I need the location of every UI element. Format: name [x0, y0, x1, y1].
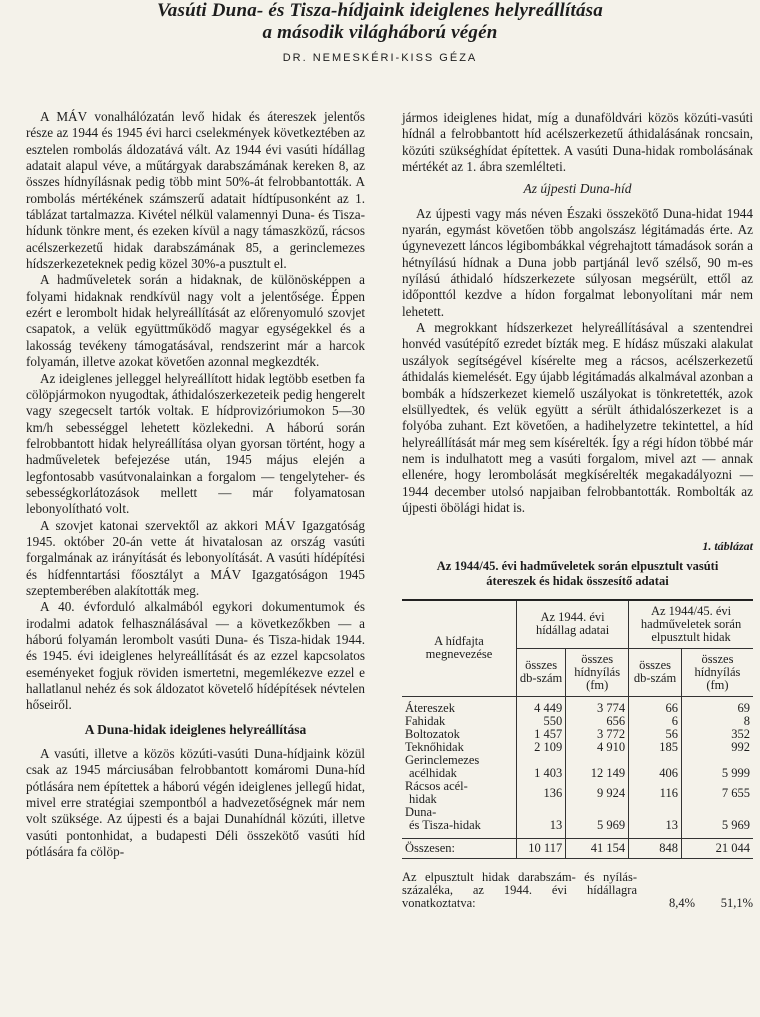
total-cell: 21 044 [681, 839, 753, 859]
row-label [402, 806, 517, 839]
paragraph: Az újpesti vagy más néven Északi összekötő Duna-hidat 1944 nyarán, egymást követően több angolszász légitámadás érte. Az úgynevezett láncos légibombákkal végrehajtott támadások során a hétnyílású hídnak a Duna jobb partjánál levő szélső, 90 m-es nyílású áthidaló hídszerkezete súlyosan megsérült, ettől az időponttól kezdve a hídon forgalmat lebonyolítani már nem lehetett. [402, 205, 753, 319]
row-label-line: Gerinclemezes [405, 753, 480, 768]
row-label: Átereszek [405, 701, 455, 716]
table-row [402, 806, 753, 839]
row-label: Teknőhidak [405, 740, 464, 755]
total-cell: 41 154 [566, 839, 629, 859]
table-row [402, 754, 753, 780]
row-label [402, 754, 517, 780]
cell: 66 [629, 702, 682, 715]
left-column [26, 109, 365, 860]
cell: 5 969 [681, 806, 753, 839]
cell: 2 109 [517, 741, 566, 754]
row-label-line: Rácsos acél- [405, 779, 468, 794]
cell: 4 449 [517, 702, 566, 715]
percent-length: 51,1% [720, 896, 753, 911]
row-label-line: acélhidak [409, 766, 457, 781]
cell: 6 [629, 715, 682, 728]
cell: 8 [681, 715, 753, 728]
paragraph: A MÁV vonalhálózatán levő hidak és átereszek jelentős része az 1944 és 1945 évi harci cselekmények következtében az esztelen rombolás áldozatává vált. Az 1944 évi vasúti hídállag adatait alapul véve, a műtárgyak darabszámának kereken 8, az összes hídnyílásnak pedig több mint 50%-át felrobbantották. A rombolás mértékének számszerű adatait hídtípusonként az 1. táblázat tartalmazza. Kivétel nélkül valamennyi Duna- és Tisza-hídunk tönkre ment, és ezeken kívül a nagy támaszközű, rácsos acélszerkezetű hidak darabszámának 85, a gerinclemezes hídszerkezeteknek pedig közel 30%-a pusztult el. [26, 109, 365, 272]
cell: 550 [517, 715, 566, 728]
cell: 185 [629, 741, 682, 754]
table-footnote [402, 871, 753, 910]
column-header-type: A hídfajta megnevezése [402, 600, 517, 697]
cell: 13 [517, 806, 566, 839]
cell: 4 910 [566, 741, 629, 754]
footnote-label: Az elpusztult hidak darabszám- és nyílás-százaléka, az 1944. évi hídállagra vonatkoztatva: [402, 870, 637, 911]
total-cell: 848 [629, 839, 682, 859]
right-column [402, 110, 753, 910]
paragraph: A 40. évforduló alkalmából egykori dokumentumok és irodalmi adatok felhasználásával — a következőkben — a háború folyamán lerombolt vasúti Duna- és Tisza-hidak 1944. és 1945. évi ideiglenes helyreállítását és az ezzel kapcsolatos eseményeket fogjuk röviden ismertetni, megemlékezve ezzel e hallatlanul nehéz és sok áldozatot követelő hídépítések névtelen hőseiről. [26, 599, 365, 713]
row-label: Boltozatok [405, 727, 460, 742]
cell: 1 457 [517, 728, 566, 741]
cell: 7 655 [681, 780, 753, 806]
percent-count: 8,4% [668, 896, 695, 911]
cell: 56 [629, 728, 682, 741]
column-header-count: összes db-szám [629, 648, 682, 696]
table-title-line2: átereszek és hidak összesítő adatai [486, 573, 669, 588]
cell: 12 149 [566, 754, 629, 780]
article-title-line1: Vasúti Duna- és Tisza-hídjaink ideiglenes helyreállítása [157, 0, 603, 21]
cell: 116 [629, 780, 682, 806]
table-title-line1: Az 1944/45. évi hadműveletek során elpusztult vasúti [436, 558, 719, 573]
article-title-line2: a második világháború végén [262, 22, 498, 43]
paragraph: A szovjet katonai szervektől az akkori MÁV Igazgatóság 1945. október 20-án vette át hivatalosan az ország vasúti forgalmának az irányítását és lebonyolítását. A vasúti hídépítési és hídfenntartási főosztályt a MÁV Igazgatóságon 1945 szeptemberében alakították meg. [26, 517, 365, 598]
cell: 5 969 [566, 806, 629, 839]
cell: 3 772 [566, 728, 629, 741]
paragraph: Az ideiglenes jelleggel helyreállított hidak legtöbb esetben fa cölöpjármokon nyugodtak, áthidalószerkezeteik pedig hengerelt vagy szegecselt tartók voltak. E hídprovizóriumokon 5—30 km/h sebességgel lehetett közlekedni. A háború során felrobbantott hidak helyreállítása olyan gyorsan történt, hogy a hadműveletek befejezése után, 1945 május elején a legfontosabb vasútvonalainkan a forgalom — tengelyteher- és sebességkorlátozások mellett — már folyamatosan lebonyolítható volt. [26, 370, 365, 517]
cell: 406 [629, 754, 682, 780]
cell: 13 [629, 806, 682, 839]
table-total-row [402, 839, 753, 859]
row-label: Fahidak [405, 714, 446, 729]
table-title [402, 559, 753, 589]
row-label [402, 780, 517, 806]
total-cell: 10 117 [517, 839, 566, 859]
table-number: 1. táblázat [702, 539, 753, 554]
cell: 136 [517, 780, 566, 806]
column-group-stock: Az 1944. évi hídállag adatai [517, 600, 629, 649]
table-row [402, 702, 753, 715]
row-label-line: és Tisza-hidak [409, 818, 481, 833]
row-label-line: hidak [409, 792, 437, 807]
column-header-count: összes db-szám [517, 648, 566, 696]
paragraph: A megrokkant hídszerkezet helyreállításával a szentendrei honvéd vasútépítő ezredet bízták meg. E hídász műszaki alakulat uszályok segítségével kísérelte meg a rácsos, acélszerkezetű áthidalás kiemelését. Egy újabb légitámadás alkalmával azonban a bombák a hídszerkezet kiemelő uszályokat is tönkretették, azok elsüllyedtek, és velük együtt a sérült áthidalószerkezet is a folyóba zuhant. Ezt követően, a hadihelyzetre tekintettel, a híd helyreállítását már meg sem kísérelték. Így a régi hídon többé már nem is indulhatott meg a vasúti forgalom, mivel azt — annak ellenére, hogy lerombolását megkísérelték megakadályozni — 1944 december utolsó napjaiban felrobbantották. Rombolták az újpesti öbölági hidat is. [402, 320, 753, 515]
column-group-destroyed: Az 1944/45. évi hadműveletek során elpusztult hidak [629, 600, 753, 649]
subsection-heading: Az újpesti Duna-híd [523, 181, 632, 197]
cell: 992 [681, 741, 753, 754]
cell: 9 924 [566, 780, 629, 806]
cell: 1 403 [517, 754, 566, 780]
row-label-line: Duna- [405, 805, 437, 820]
cell: 3 774 [566, 702, 629, 715]
column-header-length: összes hídnyílás (fm) [566, 648, 629, 696]
total-label: Összesen: [402, 839, 517, 859]
summary-table [402, 599, 753, 860]
cell: 656 [566, 715, 629, 728]
paragraph: jármos ideiglenes hidat, míg a dunaföldvári közös közúti-vasúti hídnál a felrobbantott híd acélszerkezetű áthidalásának roncsain, közúti szükséghídat építettek. A vasúti Duna-hidak rombolásának mértékét az 1. ábra szemlélteti. [402, 110, 753, 175]
cell: 69 [681, 702, 753, 715]
author: DR. NEMESKÉRI-KISS GÉZA [282, 52, 478, 64]
paragraph: A vasúti, illetve a közös közúti-vasúti Duna-hídjaink közül csak az 1945 márciusában felrobbantott komáromi Duna-híd pótlására nem építettek a háború végén ideiglenes jellegű hidat, mivel erre stratégiai szempontból a hadvezetőségnek már nem volt szüksége. Az újpesti és a bajai Dunahídnál közúti, illetve vasúti pontonhidat, a budapesti Déli összekötő vasúti híd pótlására fa cölöp- [26, 746, 365, 860]
cell: 5 999 [681, 754, 753, 780]
column-header-length: összes hídnyílás (fm) [681, 648, 753, 696]
section-heading: A Duna-hidak ideiglenes helyreállítása [84, 721, 307, 737]
paragraph: A hadműveletek során a hidaknak, de különösképpen a folyami hidaknak rendkívül nagy volt a jelentősége. Éppen ezért e lerombolt hidak helyreállítását az előrenyomuló szovjet csapatok, a velük együttműködő magyar egységekkel és a lakosság tevékeny támogatásával, rendszerint már a harcok folyamán, illetve azokat követően azonnal megkezdték. [26, 272, 365, 370]
table-row [402, 780, 753, 806]
cell: 352 [681, 728, 753, 741]
